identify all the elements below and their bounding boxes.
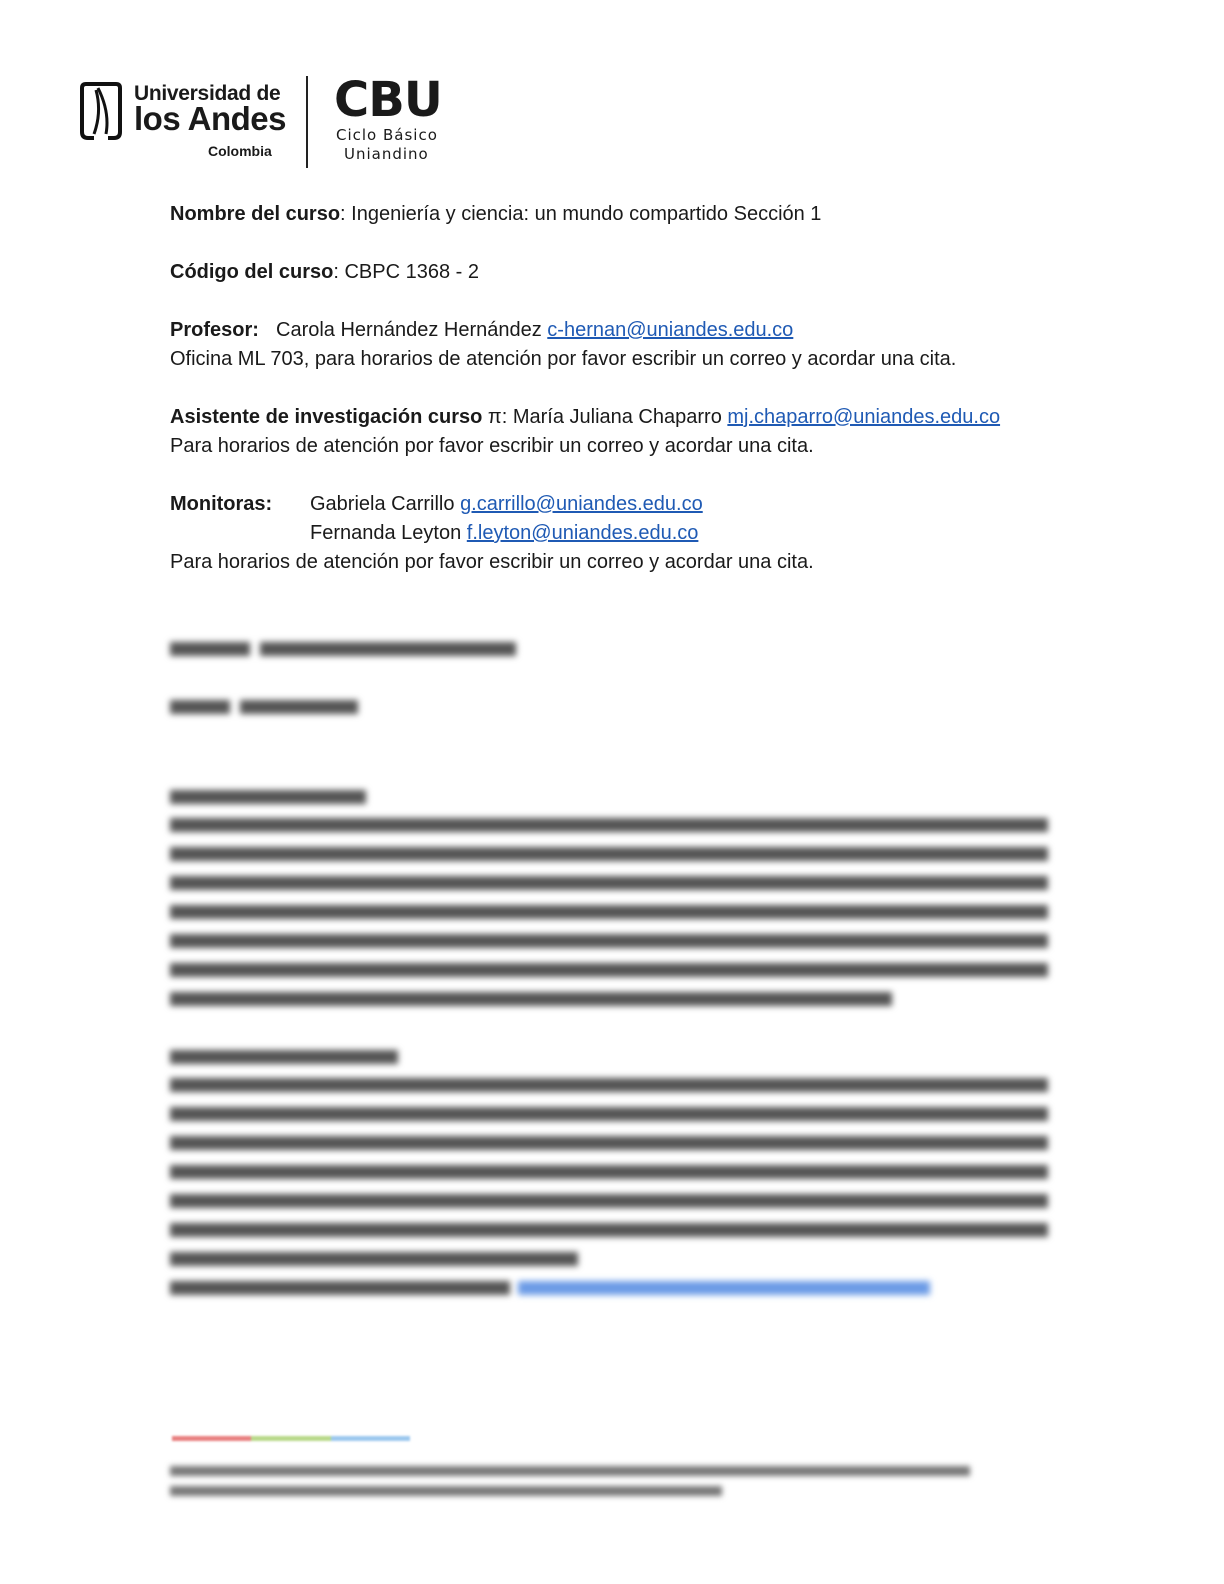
- uniandes-line1: Universidad de: [134, 82, 281, 105]
- uniandes-line3: Colombia: [208, 143, 272, 159]
- assistant-label: Asistente de investigación curso: [170, 406, 483, 428]
- professor-office: Oficina ML 703, para horarios de atención por favor escribir un correo y acordar una cita.: [170, 348, 957, 370]
- professor-label: Profesor:: [170, 319, 259, 341]
- assistant-name: : María Juliana Chaparro: [501, 406, 722, 428]
- footer-blurred: [170, 1462, 990, 1508]
- logo-divider: [306, 76, 308, 168]
- cbu-logo: [330, 72, 450, 168]
- assistant-line: [170, 403, 1060, 432]
- blurred-text-placeholder: [170, 634, 1048, 1324]
- monitor-1-line: [170, 490, 1060, 519]
- assistant-hours: Para horarios de atención por favor escribir un correo y acordar una cita.: [170, 435, 814, 457]
- monitors-label: Monitoras:: [170, 493, 273, 515]
- uniandes-shield-icon: [76, 82, 126, 142]
- monitors-hours: Para horarios de atención por favor escribir un correo y acordar una cita.: [170, 551, 814, 573]
- footer-color-bar: [172, 1436, 410, 1441]
- pi-symbol: π: [487, 406, 502, 428]
- course-name-line: [170, 200, 1060, 229]
- cbu-subtitle-2: Uniandino: [344, 145, 429, 163]
- course-name-value: : Ingeniería y ciencia: un mundo compartido Sección 1: [340, 203, 822, 225]
- uniandes-logo: [76, 80, 286, 164]
- monitor-1-email-link[interactable]: g.carrillo@uniandes.edu.co: [460, 493, 703, 515]
- course-code-value: : CBPC 1368 - 2: [333, 261, 479, 283]
- monitor-1-name: Gabriela Carrillo: [310, 493, 455, 515]
- monitor-2-email-link[interactable]: f.leyton@uniandes.edu.co: [466, 522, 699, 544]
- course-name-label: Nombre del curso: [170, 203, 341, 225]
- footer-text-placeholder: [170, 1462, 990, 1502]
- course-code-line: [170, 258, 1060, 287]
- cbu-subtitle-1: Ciclo Básico: [336, 126, 438, 144]
- course-code-label: Código del curso: [170, 261, 334, 283]
- uniandes-line2: los Andes: [134, 100, 286, 137]
- cbu-mark: CBU: [334, 72, 442, 128]
- professor-name: Carola Hernández Hernández: [276, 319, 542, 341]
- assistant-email-link[interactable]: mj.chaparro@uniandes.edu.co: [727, 406, 1001, 428]
- blurred-content: [170, 634, 1048, 1333]
- monitor-2-line: [170, 519, 1060, 548]
- professor-line: [170, 316, 1060, 345]
- monitor-2-name: Fernanda Leyton: [310, 522, 462, 544]
- course-info: [170, 200, 1060, 577]
- professor-email-link[interactable]: c-hernan@uniandes.edu.co: [547, 319, 794, 341]
